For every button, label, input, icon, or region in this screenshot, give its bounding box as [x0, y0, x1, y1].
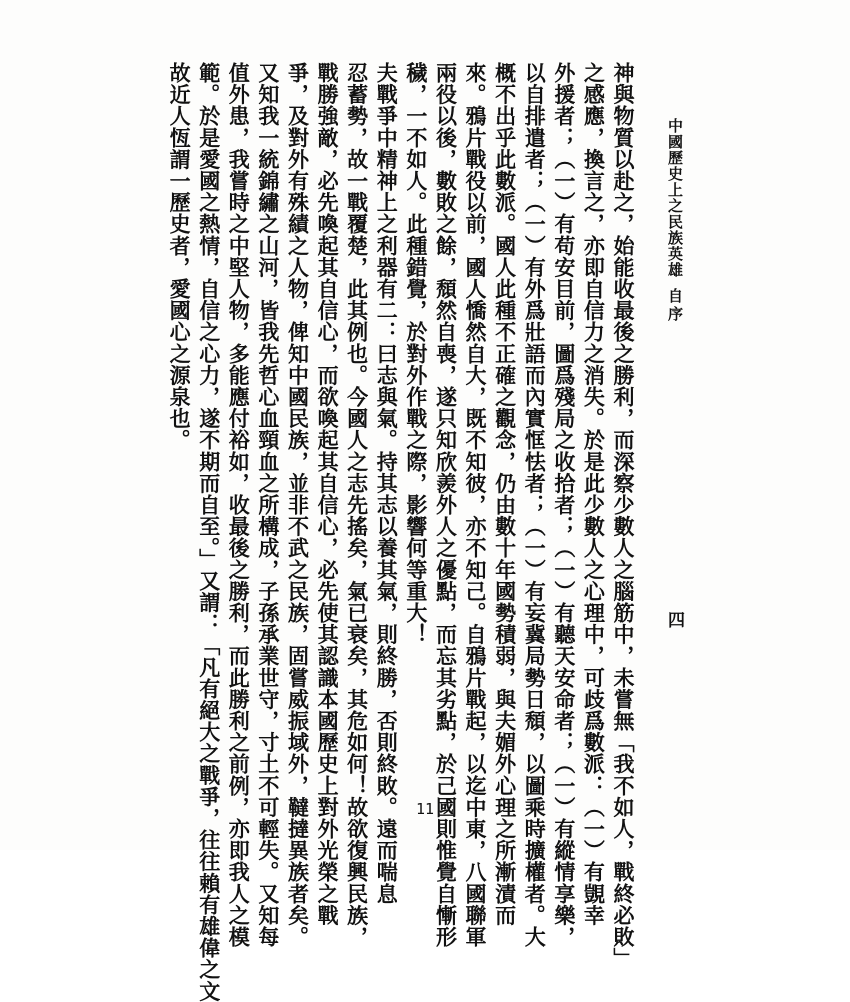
text-line: 之感應，換言之，亦即自信力之消失。於是此少數人之心理中，可歧爲數派：（一）有覬幸 — [581, 62, 607, 926]
text-line: 範。於是愛國之熱情，自信之心力，遂不期而自至。」又謂：「凡有絕大之戰爭，往往賴有雄偉之文 — [196, 62, 222, 1002]
running-head-title: 中國歷史上之民族英雄 — [666, 118, 684, 278]
text-line: 穢，一不如人。此種錯覺，於對外作戰之際，影響何等重大！ — [403, 62, 429, 646]
text-line: 又知我一統錦繡之山河，皆我先哲心血頸血之所構成，子孫承業世守，寸土不可輕失。又知每 — [255, 62, 281, 948]
text-line: 來。鴉片戰役以前，國人憍然自大，既不知彼，亦不知己。自鴉片戰起，以迄中東，八國聯軍 — [463, 62, 489, 948]
text-line: 戰勝強敵，必先喚起其自信心，而欲喚起其自信心，必先使其認識本國歷史上對外光榮之戰 — [315, 62, 341, 926]
text-line: 神與物質以赴之，始能收最後之勝利，而深察少數人之腦筋中，未嘗無「我不如人，戰終必敗」 — [611, 62, 636, 970]
text-line: 兩役以後，數敗之餘，頹然自喪，遂只知欣羨外人之優點，而忘其劣點，於己國則惟覺自慚形 — [433, 62, 459, 948]
running-head-folio: 四 — [664, 611, 684, 628]
running-head-section: 自序 — [666, 288, 684, 324]
text-line: 值外患，我嘗時之中堅人物，多能應付裕如，收最後之勝利，而此勝利之前例，亦即我人之模 — [226, 62, 252, 948]
text-line: 以自排遣者；（一）有外爲壯語而內實恇怯者；（一）有妄冀局勢日頹，以圖乘時擴權者。大 — [522, 62, 548, 948]
text-line: 外援者；（一）有苟安目前，圖爲殘局之收拾者；（一）有聽天安命者；（一）有縱情享樂， — [551, 62, 577, 948]
text-line: 爭，及對外有殊績之人物，俾知中國民族，並非不武之民族，固嘗威振域外，韃撻異族者矣。 — [285, 62, 311, 948]
text-line: 夫戰爭中精神上之利器有二：曰志與氣。持其志以養其氣，則終勝，否則終敗。遠而喘息 — [374, 62, 400, 905]
text-line: 概不出乎此數派。國人此種不正確之觀念，仍由數十年國勢積弱，與夫媚外心理之所漸漬而 — [492, 62, 518, 926]
text-line: 忍蓄勢，故一戰覆楚，此其例也。今國人之志先搖矣，氣已衰矣，其危如何！故欲復興民族， — [344, 62, 370, 948]
text-line: 故近人恆謂一歷史者，愛國心之源泉也。 — [167, 62, 193, 451]
page-number: 11 — [415, 800, 435, 818]
